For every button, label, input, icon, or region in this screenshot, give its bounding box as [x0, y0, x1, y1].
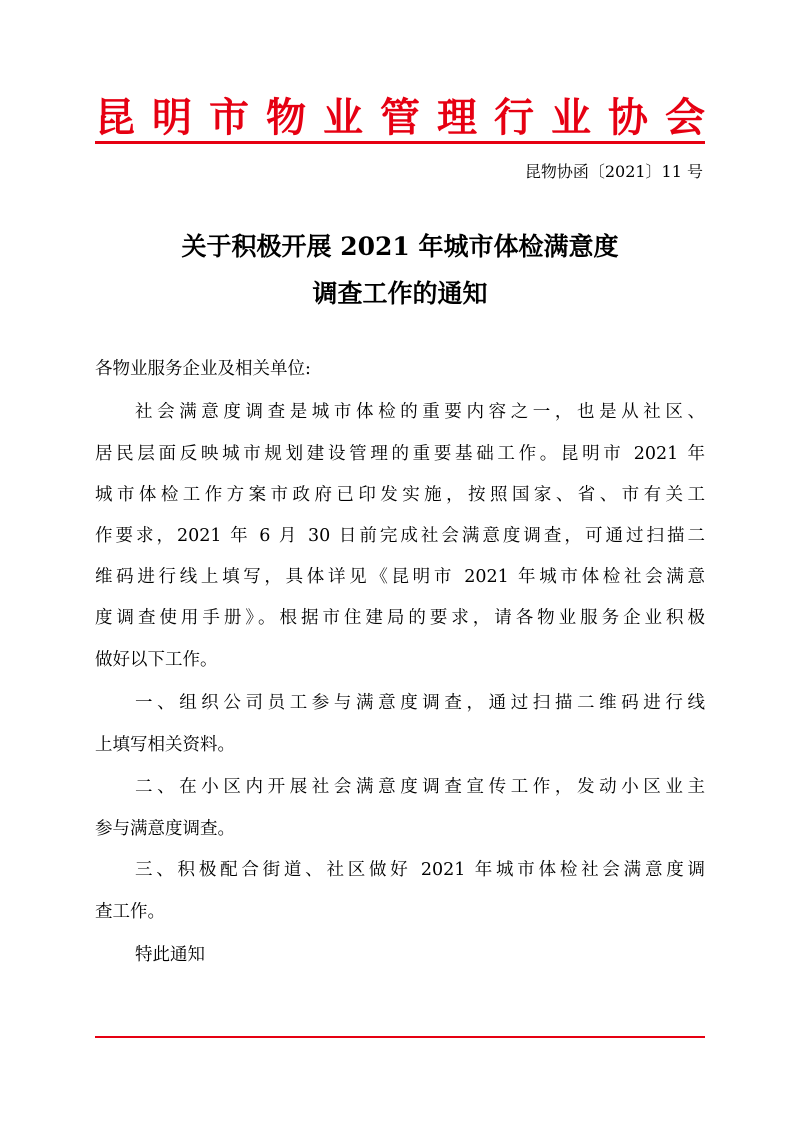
paragraph-line: 居民层面反映城市规划建设管理的重要基础工作。昆明市 2021 年: [95, 444, 705, 464]
document-number: 昆物协函〔2021〕11 号: [524, 162, 703, 181]
paragraph-line: 维码进行线上填写，具体详见《昆明市 2021 年城市体检社会满意: [95, 567, 705, 587]
org-name-char: 协: [608, 95, 648, 141]
notice-title-line-2: 调查工作的通知: [312, 279, 488, 308]
org-name-char: 会: [665, 95, 705, 141]
org-name-char: 理: [437, 95, 477, 141]
closing-remark: 特此通知: [135, 945, 205, 965]
paragraph-line: 做好以下工作。: [95, 650, 218, 670]
list-item-line: 参与满意度调查。: [95, 819, 235, 839]
paragraph-line: 作要求，2021 年 6 月 30 日前完成社会满意度调查，可通过扫描二: [95, 526, 705, 546]
org-name-char: 业: [551, 95, 591, 141]
notice-title-line-1: 关于积极开展 2021 年城市体检满意度: [181, 232, 619, 261]
footer-divider: [95, 1036, 705, 1038]
org-name-char: 物: [266, 95, 306, 141]
org-name-char: 市: [209, 95, 249, 141]
salutation: 各物业服务企业及相关单位:: [95, 359, 311, 379]
list-item-line: 一、组织公司员工参与满意度调查，通过扫描二维码进行线: [135, 693, 705, 713]
paragraph-line: 社会满意度调查是城市体检的重要内容之一，也是从社区、: [135, 402, 705, 422]
org-name-char: 管: [380, 95, 420, 141]
header-divider: [95, 141, 705, 144]
org-name-char: 昆: [95, 95, 135, 141]
org-name-char: 行: [494, 95, 534, 141]
list-item-line: 上填写相关资料。: [95, 735, 235, 755]
org-name-char: 业: [323, 95, 363, 141]
org-name-char: 明: [152, 95, 192, 141]
organization-name-header: [95, 93, 705, 143]
paragraph-line: 城市体检工作方案市政府已印发实施，按照国家、省、市有关工: [95, 485, 705, 505]
list-item-line: 三、积极配合街道、社区做好 2021 年城市体检社会满意度调: [135, 860, 705, 880]
list-item-line: 查工作。: [95, 902, 165, 922]
list-item-line: 二、在小区内开展社会满意度调查宣传工作，发动小区业主: [135, 777, 705, 797]
paragraph-line: 度调查使用手册》。根据市住建局的要求，请各物业服务企业积极: [95, 608, 705, 628]
